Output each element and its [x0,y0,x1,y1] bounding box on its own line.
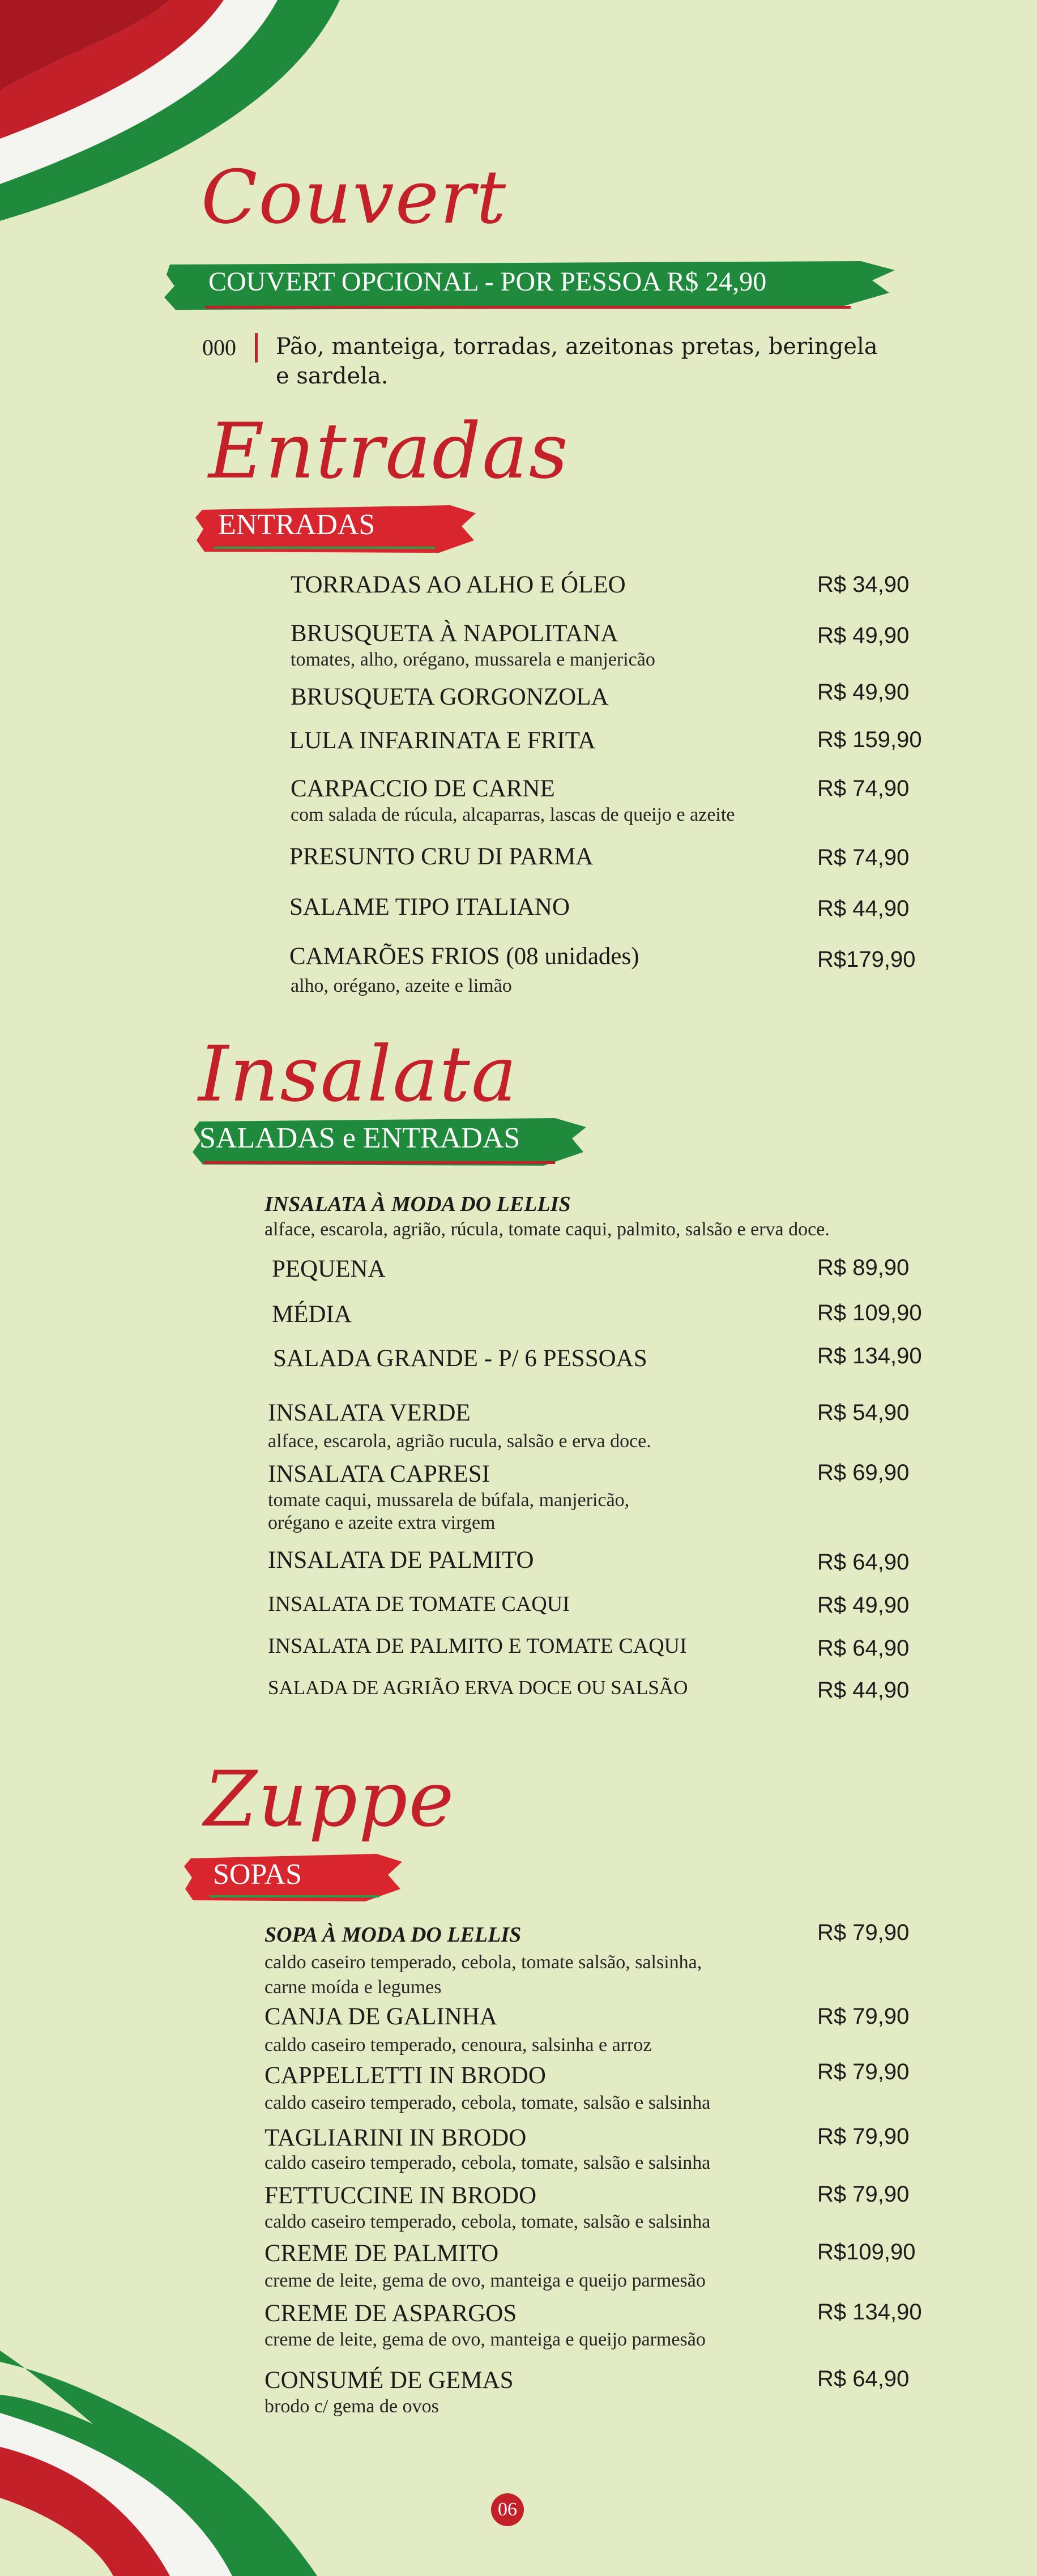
zuppe-name: TAGLIARINI IN BRODO [264,2125,527,2151]
insalata-price: R$ 44,90 [817,1678,910,1703]
entrada-name: LULA INFARINATA E FRITA [289,727,596,754]
entrada-name: PRESUNTO CRU DI PARMA [289,843,594,870]
entradas-title: Entradas [208,407,569,496]
zuppe-price: R$ 79,90 [817,2182,910,2207]
entrada-price: R$ 74,90 [817,845,910,870]
zuppe-name: CANJA DE GALINHA [264,2003,497,2030]
entrada-description: alho, orégano, azeite e limão [291,975,512,996]
zuppe-name: CONSUMÉ DE GEMAS [264,2367,514,2394]
zuppe-name: CAPPELLETTI IN BRODO [264,2062,546,2089]
entrada-name: TORRADAS AO ALHO E ÓLEO [291,572,626,598]
insalata-name: INSALATA DE PALMITO E TOMATE CAQUI [268,1634,687,1658]
entrada-price: R$ 159,90 [817,727,922,752]
entrada-price: R$ 34,90 [817,572,910,597]
zuppe-description: caldo caseiro temperado, cebola, tomate salsão, salsinha, [264,1952,702,1973]
entradas-red-underline [214,547,435,549]
insalata-price: R$ 54,90 [817,1400,910,1425]
couvert-title: Couvert [201,154,507,240]
zuppe-description: creme de leite, gema de ovo, manteiga e queijo parmesão [264,2270,706,2291]
zuppe-title: Zuppe [204,1755,455,1844]
zuppe-name: FETTUCCINE IN BRODO [264,2182,537,2209]
insalata-feature-description: alface, escarola, agrião, rúcula, tomate caqui, palmito, salsão e erva doce. [264,1219,830,1240]
insalata-price: R$ 69,90 [817,1460,910,1485]
zuppe-name: CREME DE ASPARGOS [264,2300,517,2327]
zuppe-description: brodo c/ gema de ovos [264,2396,439,2417]
insalata-name: INSALATA DE TOMATE CAQUI [268,1592,570,1616]
zuppe-description: caldo caseiro temperado, cebola, tomate, salsão e salsinha [264,2211,711,2232]
insalata-description: tomate caqui, mussarela de búfala, manjericão, [268,1490,630,1511]
insalata-name: SALADA DE AGRIÃO ERVA DOCE OU SALSÃO [268,1677,688,1699]
zuppe-price: R$109,90 [817,2240,916,2264]
zuppe-price: R$ 79,90 [817,2124,910,2149]
insalata-title: Insalata [198,1030,518,1119]
entrada-name: BRUSQUETA GORGONZOLA [291,684,609,710]
zuppe-description: caldo caseiro temperado, cebola, tomate, salsão e salsinha [264,2092,711,2113]
entrada-price: R$ 44,90 [817,896,910,921]
insalata-price: R$ 64,90 [817,1550,910,1575]
entrada-price: R$ 49,90 [817,680,910,705]
zuppe-description: caldo caseiro temperado, cebola, tomate, salsão e salsinha [264,2152,711,2173]
insalata-description-line2: orégano e azeite extra virgem [268,1512,496,1533]
insalata-name: INSALATA CAPRESI [268,1461,490,1487]
insalata-name: INSALATA DE PALMITO [268,1547,534,1573]
zuppe-description: caldo caseiro temperado, cenoura, salsinha e arroz [264,2035,652,2055]
insalata-price: R$ 64,90 [817,1636,910,1661]
zuppe-band-label: SOPAS [213,1858,302,1891]
entrada-price: R$ 49,90 [817,623,910,648]
couvert-code-divider [255,333,258,362]
zuppe-price: R$ 64,90 [817,2366,910,2391]
insalata-red-underline [204,1161,555,1164]
couvert-band-label: COUVERT OPCIONAL - POR PESSOA R$ 24,90 [208,267,767,297]
zuppe-description: creme de leite, gema de ovo, manteiga e queijo parmesão [264,2329,706,2350]
couvert-red-underline [205,306,851,309]
insalata-size-name: SALADA GRANDE - P/ 6 PESSOAS [273,1345,647,1372]
zuppe-price: R$ 79,90 [817,2059,910,2084]
insalata-band-label: SALADAS e ENTRADAS [199,1122,520,1154]
zuppe-price: R$ 79,90 [817,2004,910,2029]
page-number: 06 [491,2493,524,2526]
zuppe-description-line2: carne moída e legumes [264,1977,442,1998]
entrada-description: tomates, alho, orégano, mussarela e manjericão [291,649,655,670]
insalata-price: R$ 49,90 [817,1593,910,1618]
entrada-name: BRUSQUETA À NAPOLITANA [291,620,618,647]
insalata-size-name: PEQUENA [272,1256,386,1282]
zuppe-name: CREME DE PALMITO [264,2240,499,2267]
insalata-size-name: MÉDIA [272,1301,352,1328]
insalata-size-price: R$ 109,90 [817,1300,922,1325]
zuppe-name: SOPA À MODA DO LELLIS [264,1923,522,1947]
zuppe-price: R$ 134,90 [817,2300,922,2325]
zuppe-red-underline [210,1895,379,1897]
entrada-name: CAMARÕES FRIOS (08 unidades) [289,943,639,970]
entrada-price: R$ 74,90 [817,776,910,801]
entrada-name: SALAME TIPO ITALIANO [289,894,570,920]
zuppe-price: R$ 79,90 [817,1920,910,1945]
entrada-description: com salada de rúcula, alcaparras, lascas de queijo e azeite [291,804,735,825]
couvert-description: Pão, manteiga, torradas, azeitonas pretas, beringela e sardela. [276,334,878,389]
insalata-name: INSALATA VERDE [268,1400,471,1426]
entradas-band-label: ENTRADAS [218,509,375,541]
couvert-code: 000 [202,335,236,360]
insalata-size-price: R$ 89,90 [817,1255,910,1280]
insalata-description: alface, escarola, agrião rucula, salsão e erva doce. [268,1431,651,1452]
entrada-name: CARPACCIO DE CARNE [291,775,555,802]
entrada-price: R$179,90 [817,947,916,972]
insalata-feature-name: INSALATA À MODA DO LELLIS [264,1192,571,1216]
insalata-size-price: R$ 134,90 [817,1344,922,1368]
